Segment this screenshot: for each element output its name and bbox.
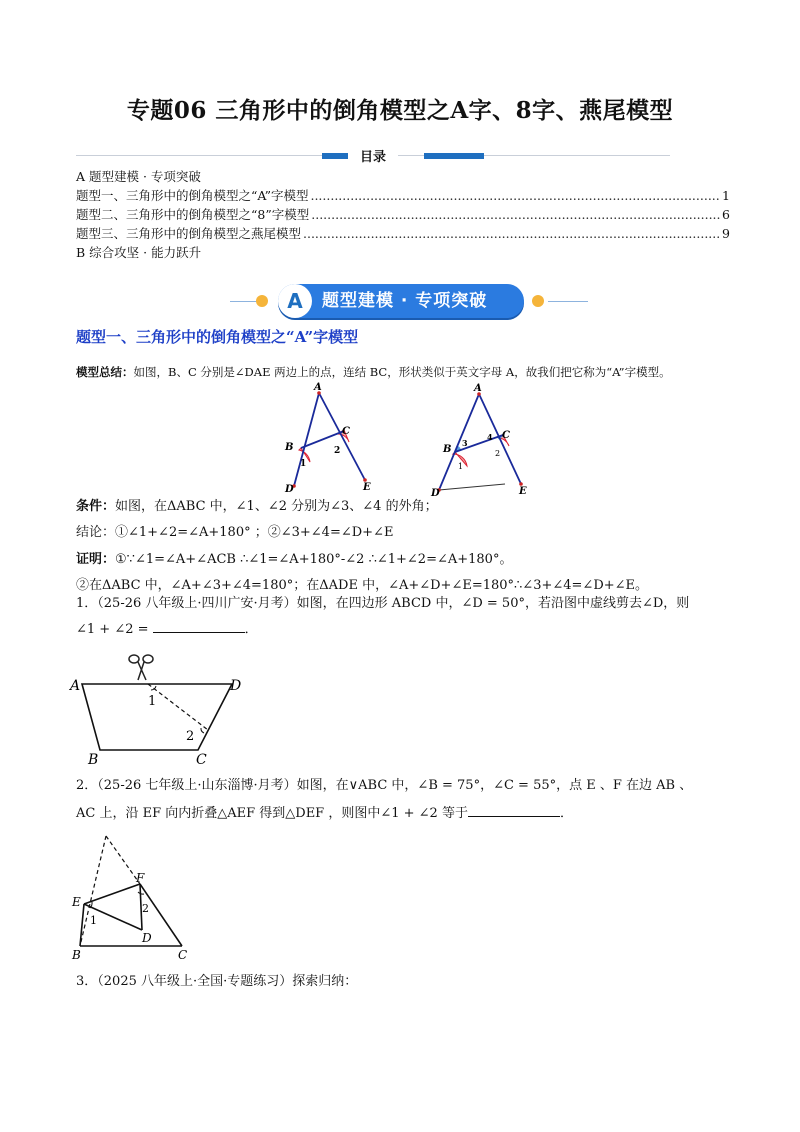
toc-heading: [76, 146, 670, 166]
q2-fig-label: C: [178, 948, 188, 962]
toc-item[interactable]: 题型三、三角形中的倒角模型之燕尾模型 ..... 9: [76, 224, 730, 243]
proof-label: 证明：: [76, 552, 116, 567]
q2-fig-label: D: [142, 931, 152, 945]
q1-fig-label: 1: [148, 694, 157, 709]
q2-fig-label: 2: [142, 902, 149, 915]
fig1-label: E: [363, 482, 371, 493]
fig2-label: E: [519, 486, 527, 497]
fig1-label: 2: [334, 446, 341, 456]
fig2-label: 1: [458, 462, 464, 471]
fig1-label: B: [285, 442, 294, 453]
answer-blank[interactable]: [153, 618, 245, 633]
answer-blank[interactable]: [468, 802, 560, 817]
model-summary-text: 如图，B、C 分别是∠DAE 两边上的点，连结 BC，形状类似于英文字母 A，故我们把它称为“A”字模型。: [133, 365, 671, 379]
section-banner: [250, 282, 550, 320]
question-1: 1．（25-26 八年级上·四川广安·月考）如图，在四边形 ABCD 中，∠D = 50°，若沿图中虚线剪去∠D，则 ∠1 + ∠2 = ．: [76, 596, 690, 637]
q2-fig-label: E: [72, 895, 81, 909]
fig2-label: C: [502, 430, 510, 441]
toc-item[interactable]: B 综合攻坚 · 能力跃升: [76, 245, 202, 260]
q1-fig-label: B: [88, 752, 99, 768]
banner-text: 题型建模 · 专项突破: [322, 291, 488, 311]
condition-label: 条件：: [76, 499, 116, 514]
toc: [76, 167, 730, 262]
page-title: 专题06 三角形中的倒角模型之A字、8字、燕尾模型: [126, 97, 674, 124]
model-summary: [76, 362, 736, 382]
fig2-label: B: [443, 444, 452, 455]
proof-line-1: 证明：①∵∠1=∠A+∠ACB ∴∠1=∠A+180°-∠2 ∴∠1+∠2=∠A+180°。: [76, 552, 513, 567]
figure-a-model: [270, 380, 380, 495]
question-2: 2．（25-26 七年级上·山东淄博·月考）如图，在∨ABC 中，∠B = 75°，∠C = 55°，点 E 、F 在边 AB 、 AC 上，沿 EF 向内折叠△AEF 得到△DEF ，则图中∠1 + ∠2 等于 ．: [76, 778, 693, 821]
q1-fig-label: D: [230, 678, 242, 694]
q2-fig-label: 1: [90, 914, 97, 927]
toc-leader: [311, 205, 720, 224]
q2-fig-label: F: [136, 871, 145, 885]
q2-fig-label: B: [72, 948, 81, 962]
banner-pill: [278, 284, 524, 318]
toc-heading-label: 目录: [348, 150, 398, 165]
figure-a-model-angles: [425, 380, 535, 498]
q1-fig-label: 2: [186, 729, 195, 744]
proof-line-2: ②在ΔABC 中，∠A+∠3+∠4=180°；在ΔADE 中，∠A+∠D+∠E=180°∴∠3+∠4=∠D+∠E。: [76, 578, 649, 593]
toc-item[interactable]: A 题型建模 · 专项突破: [76, 169, 201, 184]
fig1-label: A: [314, 382, 322, 393]
q1-fig-label: A: [70, 678, 81, 694]
toc-leader: [303, 224, 720, 243]
banner-rule-right: [548, 301, 588, 302]
condition: 条件：如图，在ΔABC 中，∠1、∠2 分别为∠3、∠4 的外角；: [76, 499, 438, 514]
question-3: 3．（2025 八年级上·全国·专题练习）探索归纳：: [76, 974, 358, 989]
fig1-label: C: [342, 426, 350, 437]
fig2-label: 2: [495, 449, 501, 458]
fig2-label: 3: [462, 438, 468, 448]
banner-dot-left: [256, 295, 268, 307]
toc-item[interactable]: 题型一、三角形中的倒角模型之“A”字模型 ..... 1: [76, 186, 730, 205]
fig2-label: D: [431, 488, 440, 498]
banner-letter: A: [278, 284, 312, 318]
conclusion: 结论：①∠1+∠2=∠A+180° ；②∠3+∠4=∠D+∠E: [76, 525, 394, 540]
fig2-label: 4: [487, 432, 493, 442]
scissors-icon: [129, 655, 153, 680]
toc-leader: [310, 186, 720, 205]
model-summary-label: 模型总结：: [76, 365, 134, 379]
figure-q2-folded-triangle: [68, 832, 198, 962]
banner-dot-right: [532, 295, 544, 307]
fig1-label: D: [285, 484, 294, 495]
fig1-label: 1: [300, 459, 307, 469]
fig2-label: A: [474, 383, 482, 394]
section-title: 题型一、三角形中的倒角模型之“A”字模型: [76, 328, 359, 346]
figure-q1-trapezoid: [68, 650, 258, 770]
toc-item[interactable]: 题型二、三角形中的倒角模型之“8”字模型 ..... 6: [76, 205, 730, 224]
q1-fig-label: C: [196, 752, 207, 768]
